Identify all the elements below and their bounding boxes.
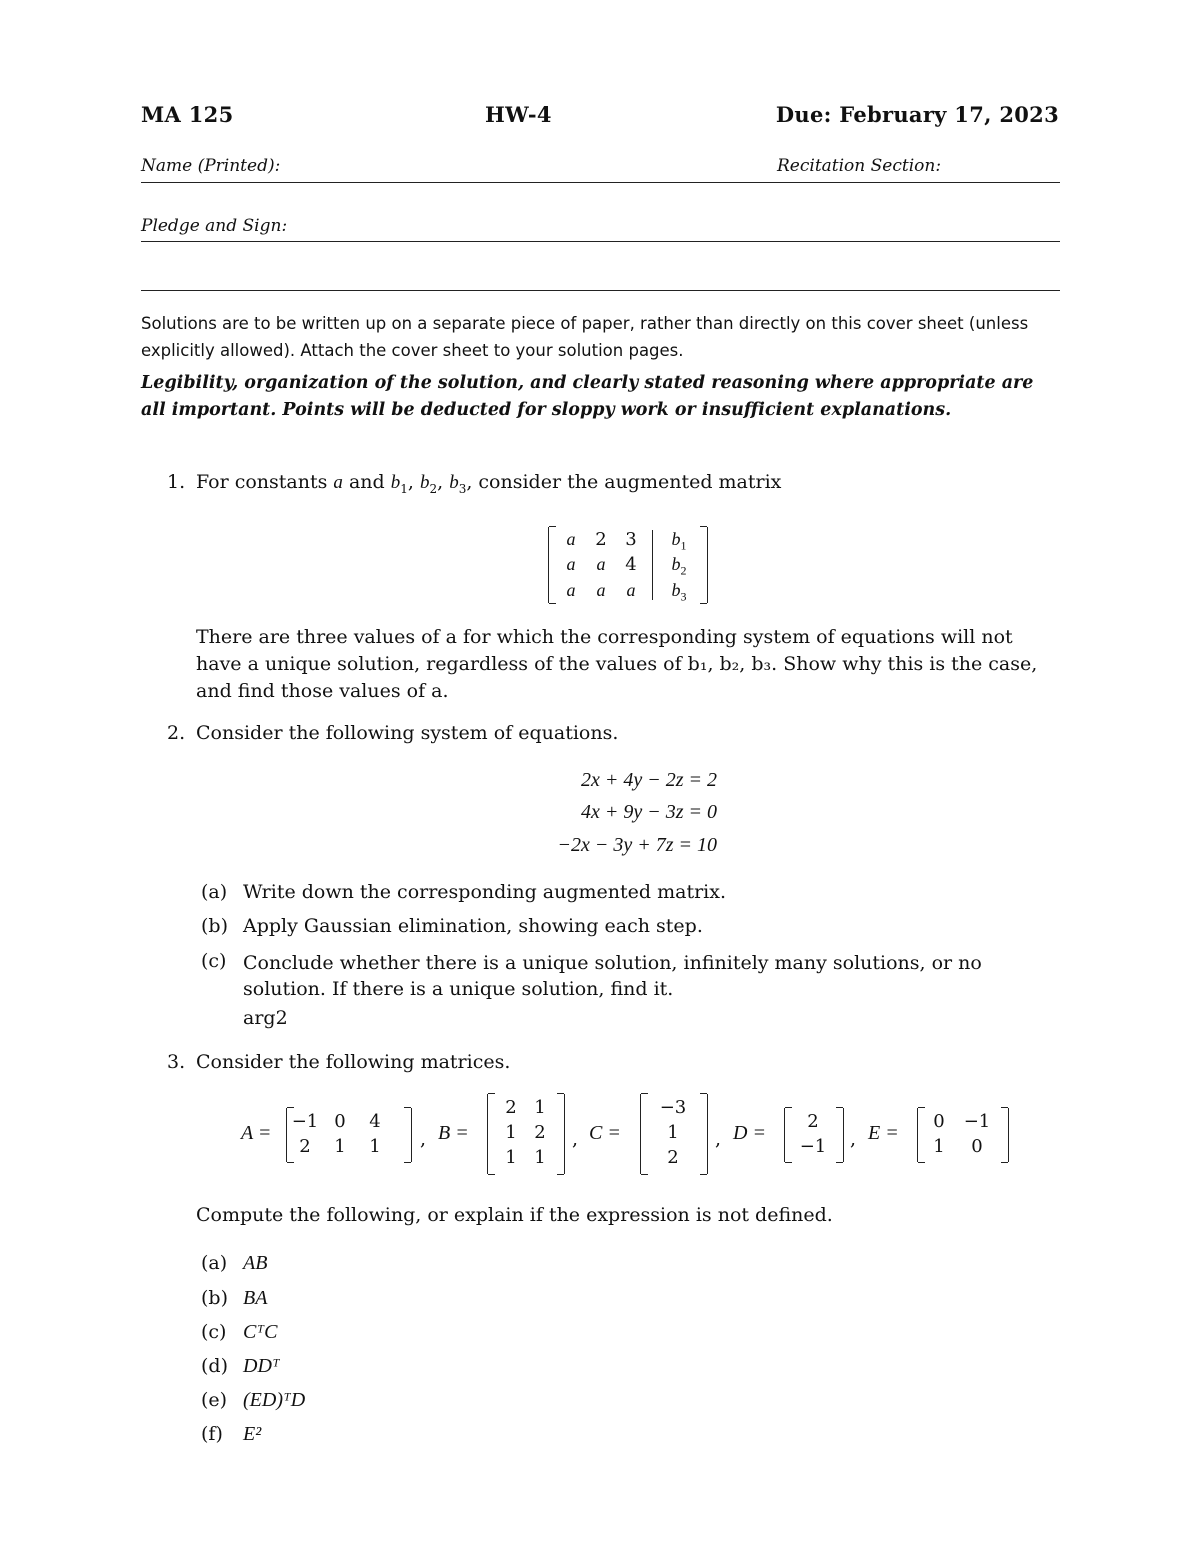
matrix-A-cell: 1 xyxy=(334,1136,346,1157)
pledge-field-label: Pledge and Sign: xyxy=(141,216,288,236)
augmented-cell: a xyxy=(596,580,606,600)
pledge-line[interactable] xyxy=(141,241,1060,242)
matrix-A-cell: 2 xyxy=(299,1136,311,1157)
matrix-E-cell: −1 xyxy=(963,1111,991,1132)
part-expression: E² xyxy=(243,1423,262,1445)
problem-1-intro: For constants a and $b_1$, $b_2$, $b_3$, consider the augmented matrix xyxy=(196,471,782,496)
part-label: (a) xyxy=(201,1252,228,1274)
matrix-A-name: A = xyxy=(241,1122,272,1144)
course-code: MA 125 xyxy=(141,102,234,127)
matrix-B-cell: 1 xyxy=(505,1147,517,1168)
instructions-paragraph: Solutions are to be written up on a separate piece of paper, rather than directly on this cover sheet (unless explicitly allowed). Attach the cover sheet to your solution pages. xyxy=(141,314,1029,360)
augment-bar xyxy=(652,530,653,600)
matrix-B-cell: 2 xyxy=(505,1097,517,1118)
matrix-A-cell: 4 xyxy=(369,1111,381,1132)
matrix-A-cell: 0 xyxy=(334,1111,346,1132)
matrix-B-cell: 1 xyxy=(505,1122,517,1143)
matrix-E-cell: 0 xyxy=(971,1136,983,1157)
matrix-D-name: D = xyxy=(733,1122,766,1144)
matrix-B-cell: 2 xyxy=(534,1122,546,1143)
matrix-E-name: E = xyxy=(868,1122,899,1144)
augmented-cell: a xyxy=(566,580,576,600)
part-expression: AB xyxy=(243,1252,268,1274)
matrix-D-cell: −1 xyxy=(799,1136,827,1157)
matrix-D-cell: 2 xyxy=(807,1111,819,1132)
recitation-field-label: Recitation Section: xyxy=(777,156,942,176)
matrix-B-cell: 1 xyxy=(534,1147,546,1168)
problem-2c-label: (c) xyxy=(201,950,227,972)
problem-1-text: There are three values of a for which the corresponding system of equations will not have a unique solution, regardless of the values of b₁, b₂, b₃. Show why this is the case, and find those values of a. xyxy=(196,626,1038,702)
problem-2b-label: (b) xyxy=(201,915,228,937)
part-expression: (ED)ᵀD xyxy=(243,1389,306,1411)
problem-2-note: arg2 xyxy=(243,1007,288,1029)
problem-1-number: 1. xyxy=(167,471,186,493)
problem-2a-text: Write down the corresponding augmented matrix. xyxy=(243,881,727,903)
equation-2: 4x + 9y − 3z = 0 xyxy=(580,801,717,823)
compute-instruction: Compute the following, or explain if the expression is not defined. xyxy=(196,1204,833,1226)
augmented-cell: $b_2$ xyxy=(671,554,687,578)
matrix-A-cell: 1 xyxy=(369,1136,381,1157)
name-line[interactable] xyxy=(141,182,1060,183)
name-field-label: Name (Printed): xyxy=(141,156,281,176)
problem-2-intro: Consider the following system of equations. xyxy=(196,722,619,744)
part-expression: DDᵀ xyxy=(243,1355,280,1377)
augmented-cell: $b_1$ xyxy=(671,529,687,553)
augmented-cell: a xyxy=(566,529,576,549)
matrix-E-cell: 1 xyxy=(933,1136,945,1157)
matrix-C-cell: −3 xyxy=(659,1097,687,1118)
equation-3: −2x − 3y + 7z = 10 xyxy=(557,834,717,856)
equation-1: 2x + 4y − 2z = 2 xyxy=(580,769,717,791)
matrix-B-name: B = xyxy=(438,1122,469,1144)
problem-2b-text: Apply Gaussian elimination, showing each step. xyxy=(243,915,703,937)
matrix-E-cell: 0 xyxy=(933,1111,945,1132)
augmented-cell: 3 xyxy=(625,529,637,550)
part-expression: CᵀC xyxy=(243,1321,278,1343)
part-label: (b) xyxy=(201,1287,228,1309)
assignment-title: HW-4 xyxy=(485,102,552,127)
problem-2c-text: Conclude whether there is a unique solution, infinitely many solutions, or no solution. If there is a unique solution, find it. xyxy=(243,952,982,1000)
part-label: (f) xyxy=(201,1423,223,1445)
legibility-note: Legibility, organization of the solution, and clearly stated reasoning where appropriate are all important. Points will be deducted for sloppy work or insufficient explanations. xyxy=(141,373,1034,420)
part-label: (d) xyxy=(201,1355,228,1377)
part-label: (c) xyxy=(201,1321,227,1343)
due-date: Due: February 17, 2023 xyxy=(775,102,1059,127)
matrix-C-cell: 1 xyxy=(667,1122,679,1143)
augmented-cell: 4 xyxy=(625,554,637,575)
matrix-B-cell: 1 xyxy=(534,1097,546,1118)
augmented-cell: a xyxy=(596,554,606,574)
augmented-cell: $b_3$ xyxy=(671,580,687,604)
matrix-C-name: C = xyxy=(589,1122,621,1144)
problem-3-intro: Consider the following matrices. xyxy=(196,1051,511,1073)
augmented-cell: 2 xyxy=(595,529,607,550)
matrix-C-cell: 2 xyxy=(667,1147,679,1168)
augmented-cell: a xyxy=(626,580,636,600)
augmented-cell: a xyxy=(566,554,576,574)
divider xyxy=(141,290,1060,291)
problem-3-number: 3. xyxy=(167,1051,186,1073)
matrix-A-cell: −1 xyxy=(291,1111,319,1132)
part-label: (e) xyxy=(201,1389,228,1411)
part-expression: BA xyxy=(243,1287,268,1309)
problem-2a-label: (a) xyxy=(201,881,228,903)
problem-2-number: 2. xyxy=(167,722,186,744)
